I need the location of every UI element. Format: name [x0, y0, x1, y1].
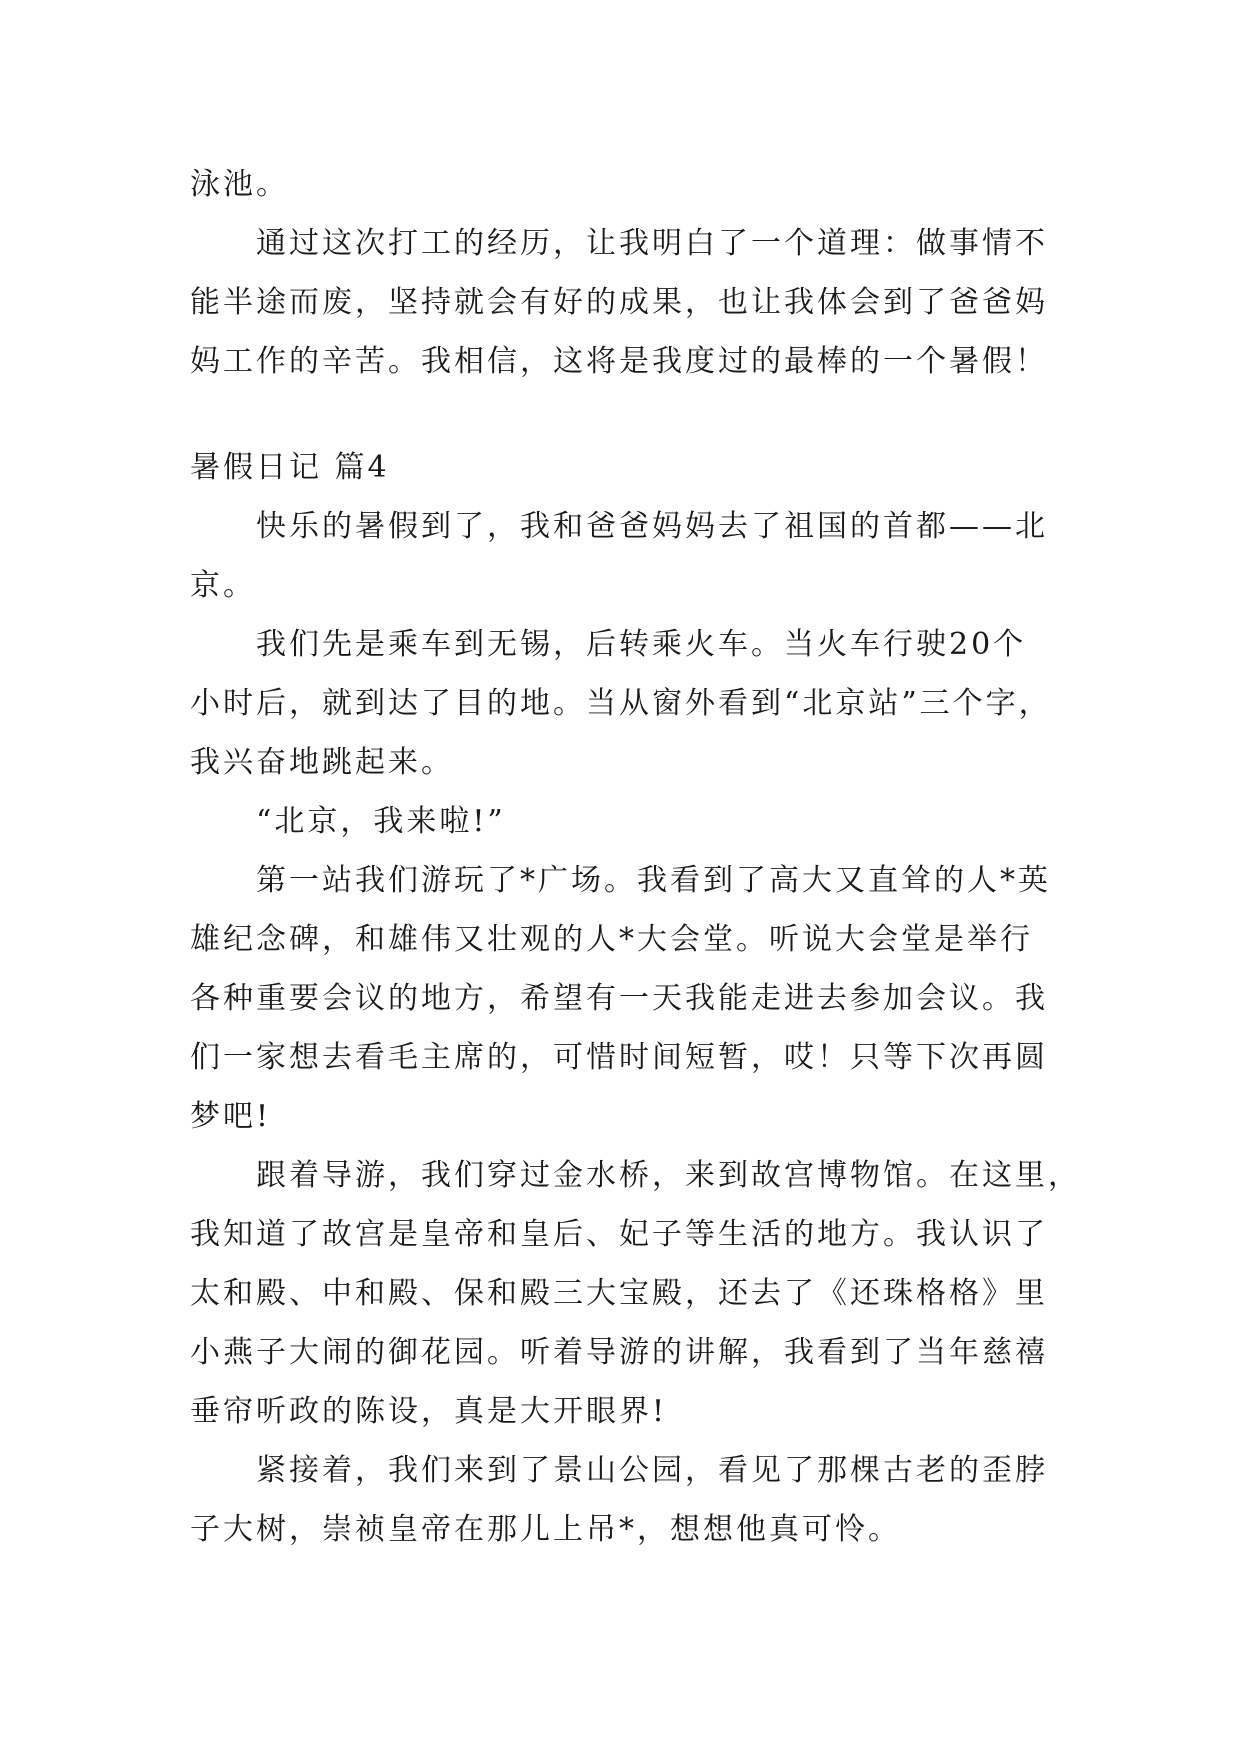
text-line: 小时后，就到达了目的地。当从窗外看到“北京站”三个字， — [190, 686, 1052, 721]
text-line: 妈工作的辛苦。我相信，这将是我度过的最棒的一个暑假！ — [190, 344, 1048, 379]
paragraph-palace — [190, 1146, 1081, 1441]
text-line: 们一家想去看毛主席的，可惜时间短暂，哎！只等下次再圆 — [190, 1040, 1048, 1075]
text-line: 我知道了故宫是皇帝和皇后、妃子等生活的地方。我认识了 — [190, 1217, 1048, 1252]
paragraph-continuation — [190, 155, 1050, 214]
text-line: 我们先是乘车到无锡，后转乘火车。当火车行驶20个 — [256, 627, 1027, 662]
paragraph-square — [190, 851, 1050, 1146]
text-line: 我兴奋地跳起来。 — [190, 745, 454, 780]
paragraph-train — [190, 615, 1050, 792]
text-line: 京。 — [190, 568, 256, 603]
text-line: 垂帘听政的陈设，真是大开眼界! — [190, 1394, 668, 1429]
text-line: 能半途而废，坚持就会有好的成果，也让我体会到了爸爸妈 — [190, 285, 1048, 320]
text-line: 快乐的暑假到了，我和爸爸妈妈去了祖国的首都——北 — [256, 509, 1048, 544]
text-line: 梦吧! — [190, 1099, 272, 1134]
text-line: 紧接着，我们来到了景山公园，看见了那棵古老的歪脖 — [256, 1453, 1048, 1488]
document-body — [190, 155, 1081, 1559]
text-line: 跟着导游，我们穿过金水桥，来到故宫博物馆。在这里， — [256, 1158, 1081, 1193]
paragraph-jingshan — [190, 1441, 1050, 1559]
text-line: 第一站我们游玩了*广场。我看到了高大又直耸的人*英 — [256, 863, 1051, 898]
text-line: 通过这次打工的经历，让我明白了一个道理：做事情不 — [256, 226, 1048, 261]
paragraph-intro — [190, 497, 1050, 615]
text-line: 太和殿、中和殿、保和殿三大宝殿，还去了《还珠格格》里 — [190, 1276, 1048, 1311]
text-line: “北京，我来啦!” — [256, 804, 506, 839]
text-line: 小燕子大闹的御花园。听着导游的讲解，我看到了当年慈禧 — [190, 1335, 1048, 1370]
text-line: 子大树，崇祯皇帝在那儿上吊*，想想他真可怜。 — [190, 1512, 901, 1547]
paragraph-exclaim — [190, 792, 1050, 851]
section-heading: 暑假日记 篇4 — [190, 450, 390, 485]
text-line: 雄纪念碑，和雄伟又壮观的人*大会堂。听说大会堂是举行 — [190, 922, 1033, 957]
paragraph-summary — [190, 214, 1050, 391]
text-line: 泳池。 — [190, 167, 289, 202]
text-line: 各种重要会议的地方，希望有一天我能走进去参加会议。我 — [190, 981, 1048, 1016]
